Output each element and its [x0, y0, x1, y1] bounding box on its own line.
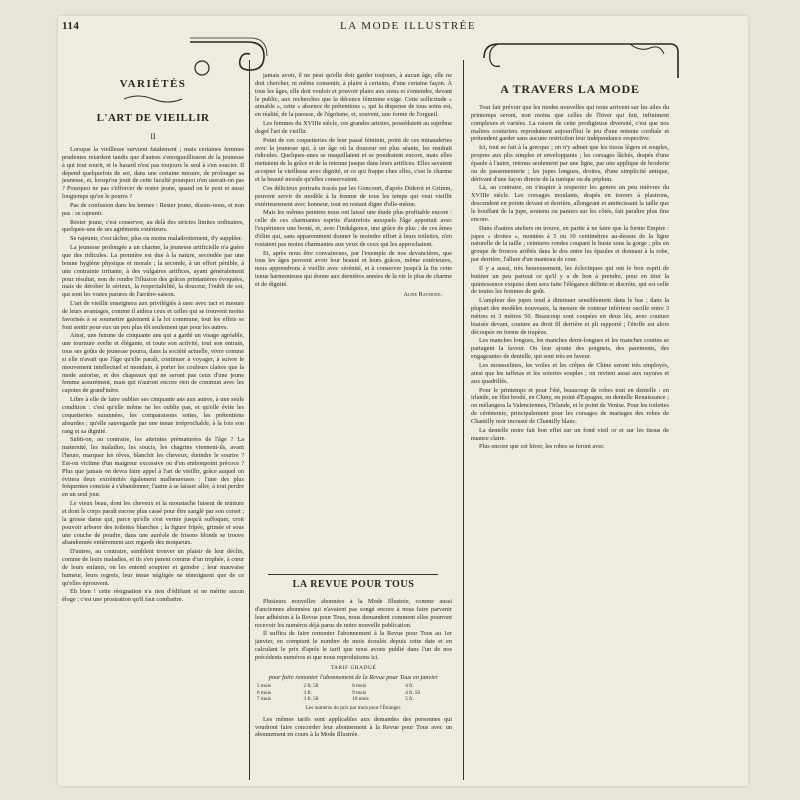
varietes-paragraph: Lorsque la vieillesse survient fatalement ; mais certaines femmes prudentes retardent tandis que d'autres s'enorgueillissent de la jeunesse à qui tout sourit, et le hasard n'est pas toujours le seul à s'en soucier. Il dépend quelquefois de soi, dans une certaine mesure, de prolonger sa jeunesse, et, lorsqu'on jouit de cette faculté pourquoi n'en userait-on pas ? Pourquoi ne pas s'efforcer de rester jeune, quand on le peut et aussi longtemps qu'on le pourra ? [62, 146, 244, 201]
middle-paragraph: jamais avoir, il ne peut qu'elle doit garder toujours, à aucun âge, elle ne doit chercher, ni même consentir, à plaire à certains, d'une certaine façon. À tous les âges, elle doit vouloir et pouvoir plaire aux siens et s'entendre, devant le public, aux recherches que la décence féminine exige. Cette sollicitude « aimable », cette « absence de prétentions », qui la dispense de tous soins est, en réalité, de la paresse, de l'égoïsme, et, souvent, une forme de l'orgueil. [255, 72, 452, 119]
travers-paragraph: Ici, tout se fait à la grecque ; on n'y admet que les tissus légers et souples, propres aux plis simples et enveloppants ; les corsages lâchés, drapés d'une épaule à l'autre, retenus seulement par une ligne, par une applique de broderie ou de passementerie ; les jupes longues, droites, d'une simplicité antique, dérivant d'une façon directe de la tunique ou du péplum. [471, 144, 669, 183]
varietes-paragraph: Pas de confusion dans les termes : Rester jeune, disons-nous, et non pas : se rajeunir. [62, 201, 244, 217]
column-middle [255, 72, 452, 570]
revue-paragraph: Plusieurs nouvelles abonnées à la Mode Illustrée, comme aussi d'anciennes abonnées qui n'avaient pas songé encore à nous faire parvenir leur adhésion à la Revue pour Tous, nous demandent comment elles pourront recevoir les numéros déjà parus de notre nouvelle publication. [255, 598, 452, 629]
page-number: 114 [62, 20, 80, 32]
tarif-title: TARIF GRADUÉ [330, 664, 377, 671]
varietes-paragraph: Le vieux beau, dont les cheveux et la moustache luisent de teinture et dont le corps paraît encore plus cassé pour être sanglé par son corset ; la grosse dame qui, parce qu'elle s'est vernie jusqu'à suffoquer, croit pouvoir arborer des toilettes blanches ; la figure fripée, grimée et sous une couche de poudre, dans une auréole de frisons blonds se trouve abandonnée entièrement aux regards des moqueurs. [62, 500, 244, 547]
revue-body [255, 598, 452, 778]
varietes-paragraph: Eh bien ! cette résignation n'a rien d'édifiant et ne mérite aucun éloge ; c'est une prostration qu'il faut combattre. [62, 588, 244, 604]
travers-paragraph: Il y a aussi, très heureusement, les éclectiques qui ont le bon esprit de butiner un peu partout ce qu'il y a de bon à prendre, pour en tirer la quintessence exquise dont sera faite l'élégance définie et discrète, qui est celle de toutes les femmes de goût. [471, 264, 669, 296]
middle-paragraph: Mais les mêmes peintres nous ont laissé une étude plus profitable encore : celle de ces charmantes esprits d'autrefois auxquels l'âge apportait avec l'expérience une bonté, et, avec l'indulgence, une grâce de plus ; de ces âmes d'élite qui, sans apparemment donner le moindre effort à leurs toilettes, n'en restaient pas moins charmantes aux yeux de ceux qui les approchaient. [255, 209, 452, 248]
table-cell: 6 mois [257, 689, 271, 696]
section-rule [268, 574, 438, 575]
travers-paragraph: Tout fait prévoir que les modes nouvelles qui nous arrivent sur les ailes du printemps seront, non moins que celles de l'hiver qui fuit, infiniment complexes et variées. La raison de cette prodigieuse diversité, c'est que nos maîtres couturiers reproduisent aujourd'hui le jeu d'une entente cordiale et prétendent garder sans aucune restriction leur indépendance respective. [471, 104, 669, 143]
middle-paragraph: Et, après nous être convaincues, par l'exemple de nos devancières, que tous les âges peuvent avoir leur beauté et leurs grâces, même extérieures, nous apprendrons à vieillir avec sérénité, et à conserver jusqu'à la fin cette tenue harmonieuse qui donne aux dernières années de la vie le plus de charme et de dignité. [255, 249, 452, 288]
travers-paragraph: L'ampleur des jupes tend à diminuer sensiblement dans le bas ; dans la plupart des modèles nouveaux, la mesure de contour inférieur oscille entre 3 mètres et 3 mètres 50. Beaucoup sont coupées en deux lés, avec couture biaisée devant, couture au droit fil derrière et pli rapporté ; l'étoffe est alors découpée en forme de trapèze. [471, 297, 669, 336]
table-cell: 5 mois [257, 683, 271, 690]
article-title: L'ART DE VIEILLIR [96, 112, 210, 124]
table-cell: 8 mois [352, 683, 367, 690]
middle-paragraph: Les femmes du XVIIIe siècle, ces grandes artistes, possédaient au suprême degré l'art de vieillir. [255, 120, 452, 135]
table-cell: 4 fr. 50 [405, 689, 421, 696]
middle-paragraph: Point de ces coquetteries de leur passé féminin, point de ces minauderies avec la jeunesse qui, à un âge où la douceur est plus séante, les rendrait ridicules. Quelques-unes se maquillaient et se poudraient encore, mais elles mettaient de la grâce et de la retenue jusque dans leurs artifices. Elles savaient accepter la vieillesse avec dignité, et ce qui frappe chez elles, c'est le charme et la beauté morale qu'elles conservaient. [255, 136, 452, 183]
column-right [471, 104, 669, 776]
varietes-paragraph: Rester jeune, c'est conserver, au delà des strictes limites ordinaires, quelques-uns de ses agréments extérieurs. [62, 218, 244, 234]
travers-paragraph: Pour le printemps et pour l'été, beaucoup de robes tout en dentelle : en irlande, en filet brodé, en Cluny, en point d'Espagne, en dentelle Renaissance ; on mélangera la Valenciennes, l'Irlande, et le point de Venise. Pour les toilettes de cérémonie, principalement pour les corsages de mariages des robes de Chantilly noir incrusté de Chantilly blanc. [471, 386, 669, 425]
table-cell: 10 mois [352, 696, 369, 703]
varietes-paragraph: L'art de vieillir enseignera aux privilégiés à user avec tact et mesure de leurs avantages, comme il aidera ceux et celles qui se trouvent moins favorisés à se soumettre gaiement à la loi commune, tout les effets se font sentir pour eux un peu plus tôt seulement que pour les autres. [62, 300, 244, 331]
varietes-paragraph: Ainsi, une femme de cinquante ans qui a gardé un visage agréable, une tournure svelte et élégante, et toute son activité, tout son entrain, tous ses goûts de jeunesse pourra, dans la société actuelle, vivre comme si elle n'avait que l'âge qu'elle paraît, continuer à voyager, à suivre le mouvement intellectuel et mondain, à porter les couleurs claires que la mode autorise, et des chapeaux qui ne seront pas ceux d'une jeune femme assurément, mais qui n'auront encore rien de commun avec les capotes de grand'mère. [62, 332, 244, 395]
revue-paragraph: Il suffira de faire remonter l'abonnement à la Revue pour Tous au 1er janvier, en comptant le nombre de mois écoulés depuis cette date et en calculant le prix d'après le tarif que nous avons publié dans l'un de nos précédents numéros et que nous reproduisons ici. [255, 630, 452, 661]
revue-title: LA REVUE POUR TOUS [292, 579, 415, 590]
travers-paragraph: Les mousselines, les voiles et les crêpes de Chine seront très employés, ainsi que les taffetas et les soieries souples ; on revient aussi aux rayures et aux quadrillés. [471, 362, 669, 385]
travers-paragraph: Plus encore que cet hiver, les robes se feront avec [479, 443, 604, 451]
table-cell: 3 fr. 50 [303, 696, 319, 703]
header-ornament-right-icon [480, 38, 680, 88]
tarif-table [255, 683, 452, 703]
table-row [255, 696, 452, 703]
table-cell: 2 fr. 50 [303, 683, 319, 690]
table-cell: 7 mois [257, 696, 271, 703]
varietes-paragraph: La jeunesse prolongée a un charme, la jeunesse artificielle n'a guère que des ridicules. La première est due à la nature, secondée par une bonne hygiène physique et morale ; la seconde, à un effort pénible, à une contrainte irritante, à des vulgaires artifices, ayant généralement pour résultat, non de rendre l'illusion des grâces printanières évoquées, mais de dérober le sérieux, la respectabilité, la douceur, l'oubli de soi, qui sont les vraies parures de l'arrière-saison. [62, 244, 244, 299]
varietes-paragraph: Subit-on, au contraire, les atteintes prématurées de l'âge ? La maternité, les maladies, les soucis, les chagrins viennent-ils, avant l'heure, marquer les rêves, blanchir les cheveux, éteindre le sourire ? Est-on victime d'un maigreur excessive ou d'un embonpoint précoce ? Plus que jamais on devra faire appel à l'art de vieillir, grâce auquel on évitera deux extrémités également malheureuses : l'une des plus fréquentes consiste à s'abandonner, l'autre à se laisser aller, à tout perdre en un seul jour. [62, 436, 244, 499]
travers-paragraph: Dans d'autres ateliers on trouve, en partie à ne faire que la forme Empire : jupes « droites », montées à 5 ou 10 centimètres au-dessus de la ligne naturelle de la taille ; ceintures rondes coupant le buste sous la gorge ; plis en groupe de fronces arrêtés dans le dos entre les épaules et donnant à la robe, par derrière, l'allure d'un manteau de cour. [471, 224, 669, 264]
section-heading: VARIÉTÉS [119, 78, 187, 90]
running-title: LA MODE ILLUSTRÉE [340, 20, 477, 32]
table-cell: 4 fr. [405, 683, 414, 690]
table-cell: 9 mois [352, 689, 367, 696]
travers-paragraph: La dentelle noire fait bon effet sur un fond vieil or et sur les tissus de nuance claire. [471, 426, 669, 442]
column-divider-1 [249, 60, 250, 780]
column-left [62, 146, 244, 776]
travers-paragraph: Les manches longues, les manches demi-longues et les manches courtes se partagent la faveur. On leur ajoute des poignets, des parements, des engageantes de dentelle, qui sont très en faveur. [471, 337, 669, 361]
travers-paragraph: Là, au contraire, on s'inspire à respecter les genres un peu mièvres du XVIIIe siècle. Les corsages moulants, drapés en travers à plastrons, descendent en pointe devant et derrière, allongeant et amincissant la taille que le bouffant de la jupe, soutenu ou paniers sur les côtés, fait paraître plus fine encore. [471, 184, 669, 223]
article-signature: Aline Raymond. [403, 290, 442, 298]
column-divider-2 [463, 60, 464, 780]
table-cell: 5 fr. [405, 696, 414, 703]
table-cell: 3 fr. [303, 689, 312, 696]
tarif-note: pour faire remonter l'abonnement de la Revue pour Tous en janvier [268, 673, 439, 681]
varietes-paragraph: Se rajeunir, c'est tâcher, plus ou moins maladroitement, d'y suppléer. [70, 235, 243, 243]
varietes-ornament-icon [122, 94, 184, 104]
travers-title: A TRAVERS LA MODE [500, 82, 640, 96]
revue-paragraph: Les mêmes tarifs sont applicables aux demandes des personnes qui voudront faire concorder leur abonnement à la Revue pour Tous avec un abonnement en cours à la Mode Illustrée. [255, 715, 452, 739]
middle-paragraph: Ces délicieux portraits tracés par les Goncourt, d'après Diderot et Grimm, peuvent servir de modèle à la femme de tous les temps qui veut vieillir extérieurement avec honneur, tout en restant digne d'elle-même. [255, 184, 452, 208]
article-part-number: II [150, 132, 156, 141]
tarif-footnote: Les numéros du prix par mois pour l'Étranger. [305, 704, 402, 711]
varietes-paragraph: Libre à elle de faire oublier ses cinquante ans aux autres, à une seule condition : c'est qu'elle même ne les oublie pas, et qu'elle évite les coquetteries surannées, les comparaisons sottes, les prétentions absurdes ; qu'elle sauvegarde par une tenue irréprochable, à la fois son rang et sa dignité. [62, 396, 244, 435]
varietes-paragraph: D'autres, au contraire, semblent trouver un plaisir de leur déclin, comme de leurs maladies, et ils s'en parent comme d'un trophée, à cœur de leurs enfants, on les entend soupirer et geindre ; leur mauvaise humeur, leurs regrets, leur tenue négligée ne témoignent que de ce qu'elles éprouvent. [62, 548, 244, 587]
